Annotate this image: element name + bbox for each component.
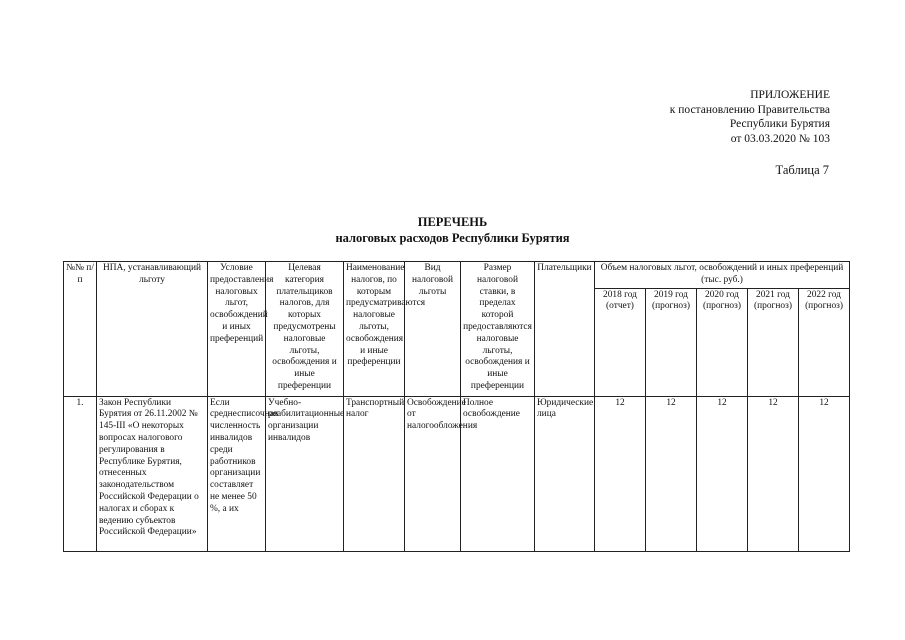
cell-value: 12 (697, 396, 748, 551)
annex-line: от 03.03.2020 № 103 (730, 132, 830, 145)
document-title (0, 214, 905, 246)
header-rate-size: Размер налоговой ставки, в пределах которой предоставляются налоговые льготы, освобождения и иные преференции (461, 262, 535, 397)
cell-benefit-type: Освобождение от налогообложения (405, 396, 461, 551)
year-note: (отчет) (606, 301, 634, 312)
cell-value: 12 (799, 396, 850, 551)
year-header (646, 288, 697, 396)
year-header (697, 288, 748, 396)
header-payers: Плательщики (535, 262, 595, 397)
annex-line: Республики Бурятия (729, 118, 830, 130)
year-label: 2022 год (807, 289, 841, 300)
cell-rate-size: Полное освобождение (461, 396, 535, 551)
cell-payers: Юридические лица (535, 396, 595, 551)
header-tax-name: Наименование налогов, по которым предусматриваются налоговые льготы, освобождения и иные преференции (344, 262, 405, 397)
tax-expenditure-table (63, 261, 850, 552)
annex-line: к постановлению Правительства (669, 103, 830, 116)
title-line: ПЕРЕЧЕНЬ (417, 215, 488, 229)
cell-condition: Если среднесписочная численность инвалидов среди работников организации составляет не менее 50 %, а их (208, 396, 266, 551)
year-header (595, 288, 646, 396)
year-note: (прогноз) (754, 301, 792, 312)
header-npa: НПА, устанавливающий льготу (97, 262, 208, 397)
year-header (748, 288, 799, 396)
year-label: 2019 год (654, 289, 688, 300)
year-label: 2021 год (756, 289, 790, 300)
cell-npa: Закон Республики Бурятия от 26.11.2002 № 145-III «О некоторых вопросах налогового регулирования в Республике Бурятия, отнесенных законодательством Российской Федерации о налогах и сборах к ведению субъектов Российской Федерации» (97, 396, 208, 551)
year-note: (прогноз) (703, 301, 741, 312)
cell-target-category: Учебно-реабилитационные организации инвалидов (266, 396, 344, 551)
header-row (64, 262, 850, 289)
cell-value: 12 (748, 396, 799, 551)
year-note: (прогноз) (805, 301, 843, 312)
table-label: Таблица 7 (775, 163, 829, 177)
table-row (64, 396, 850, 551)
annex-line: ПРИЛОЖЕНИЕ (750, 89, 830, 101)
header-num: №№ п/п (64, 262, 97, 397)
cell-value: 12 (646, 396, 697, 551)
title-line: налоговых расходов Республики Бурятия (335, 231, 570, 245)
header-condition: Условие предоставления налоговых льгот, освобождений и иных преференций (208, 262, 266, 397)
year-note: (прогноз) (652, 301, 690, 312)
header-benefit-type: Вид налоговой льготы (405, 262, 461, 397)
annex-header (670, 88, 830, 146)
year-label: 2018 год (603, 289, 637, 300)
year-label: 2020 год (705, 289, 739, 300)
year-header (799, 288, 850, 396)
header-target-category: Целевая категория плательщиков налогов, для которых предусмотрены налоговые льготы, освобождения и иные преференции (266, 262, 344, 397)
cell-num: 1. (64, 396, 97, 551)
header-volume: Объем налоговых льгот, освобождений и иных преференций (тыс. руб.) (595, 262, 850, 289)
cell-value: 12 (595, 396, 646, 551)
cell-tax-name: Транспортный налог (344, 396, 405, 551)
